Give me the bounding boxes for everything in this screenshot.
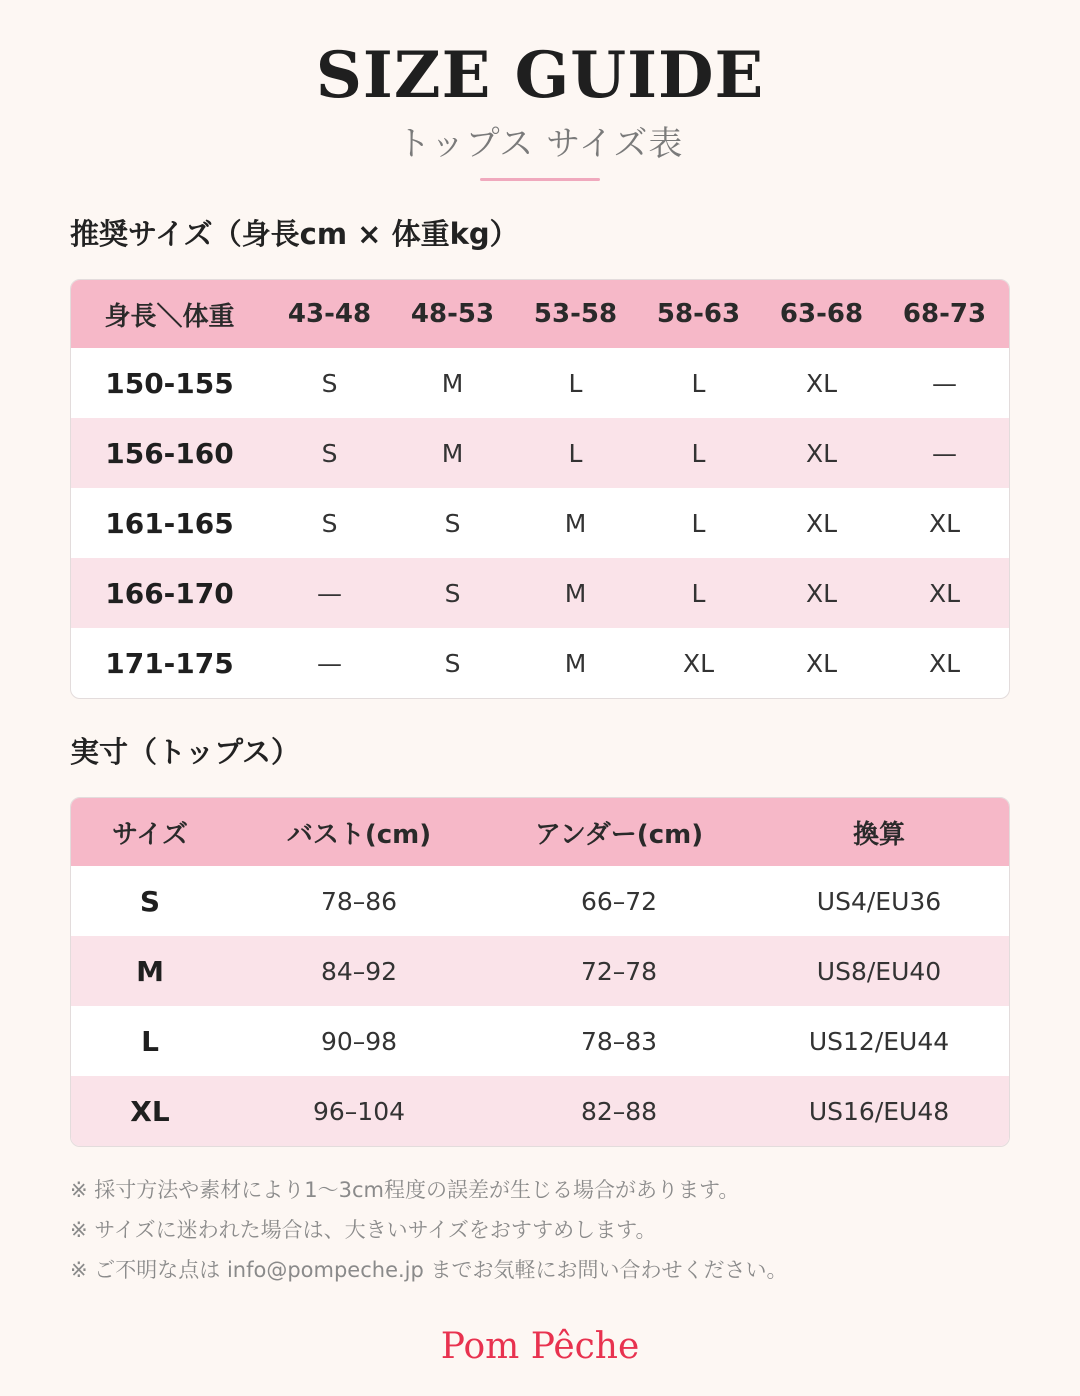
size-cell: L <box>691 438 706 468</box>
size-cell: L <box>568 368 583 398</box>
table-row <box>71 418 1009 488</box>
page-title: SIZE GUIDE <box>315 38 765 113</box>
bust-cell: 90–98 <box>320 1026 398 1056</box>
size-cell: — <box>317 648 342 678</box>
under-bust-cell: 72–78 <box>580 956 658 986</box>
table-row <box>71 936 1009 1006</box>
height-range-cell: 171-175 <box>105 646 234 680</box>
size-cell: M <box>441 438 464 468</box>
size-cell: — <box>932 438 957 468</box>
size-cell: L <box>568 438 583 468</box>
column-header: 58-63 <box>656 299 741 329</box>
note-size-advice: ※ サイズに迷われた場合は、大きいサイズをおすすめします。 <box>70 1218 657 1242</box>
size-label-cell: XL <box>130 1094 170 1128</box>
size-cell: XL <box>928 578 961 608</box>
size-cell: S <box>321 368 338 398</box>
table-header-row <box>71 798 1009 866</box>
page-subtitle: トップス サイズ表 <box>396 124 684 164</box>
measurements-table <box>70 797 1010 1147</box>
height-range-cell: 150-155 <box>105 366 234 400</box>
column-header: 53-58 <box>533 299 618 329</box>
table-row <box>71 488 1009 558</box>
table-row <box>71 1076 1009 1146</box>
under-bust-cell: 66–72 <box>580 886 658 916</box>
table-header-row <box>71 280 1009 348</box>
under-bust-cell: 82–88 <box>580 1096 658 1126</box>
size-cell: M <box>564 578 587 608</box>
bust-cell: 78–86 <box>320 886 398 916</box>
size-cell: L <box>691 578 706 608</box>
size-label-cell: M <box>136 954 164 988</box>
title-divider <box>480 178 600 181</box>
size-label-cell: S <box>139 884 161 918</box>
size-cell: S <box>444 508 461 538</box>
size-cell: S <box>444 578 461 608</box>
column-header: 身長＼体重 <box>104 301 235 332</box>
size-cell: XL <box>928 508 961 538</box>
column-header: 48-53 <box>410 299 495 329</box>
size-cell: XL <box>928 648 961 678</box>
under-bust-cell: 78–83 <box>580 1026 658 1056</box>
size-cell: — <box>932 368 957 398</box>
note-contact: ※ ご不明な点は info@pompeche.jp までお気軽にお問い合わせください。 <box>70 1258 788 1282</box>
size-cell: XL <box>805 648 838 678</box>
size-cell: XL <box>682 648 715 678</box>
table-row <box>71 866 1009 936</box>
column-header: 換算 <box>852 819 905 850</box>
conversion-cell: US16/EU48 <box>808 1096 950 1126</box>
recommended-size-table <box>70 279 1010 699</box>
recommended-heading: 推奨サイズ（身長cm × 体重kg） <box>70 217 519 251</box>
column-header: 43-48 <box>287 299 372 329</box>
size-cell: L <box>691 368 706 398</box>
table-row <box>71 1006 1009 1076</box>
size-cell: XL <box>805 438 838 468</box>
size-cell: XL <box>805 508 838 538</box>
size-cell: M <box>564 648 587 678</box>
table-row <box>71 348 1009 418</box>
size-cell: M <box>441 368 464 398</box>
size-label-cell: L <box>141 1024 159 1058</box>
bust-cell: 96–104 <box>312 1096 406 1126</box>
size-cell: — <box>317 578 342 608</box>
height-range-cell: 166-170 <box>105 576 234 610</box>
height-range-cell: 161-165 <box>105 506 234 540</box>
size-cell: L <box>691 508 706 538</box>
column-header: サイズ <box>112 819 188 850</box>
height-range-cell: 156-160 <box>105 436 234 470</box>
bust-cell: 84–92 <box>320 956 398 986</box>
brand-logo: Pom Pêche <box>440 1326 640 1367</box>
column-header: バスト(cm) <box>286 819 432 850</box>
column-header: 68-73 <box>902 299 987 329</box>
size-cell: M <box>564 508 587 538</box>
size-cell: XL <box>805 368 838 398</box>
conversion-cell: US12/EU44 <box>808 1026 950 1056</box>
notes <box>70 1170 1010 1290</box>
table-row <box>71 628 1009 698</box>
conversion-cell: US4/EU36 <box>816 886 942 916</box>
size-cell: XL <box>805 578 838 608</box>
conversion-cell: US8/EU40 <box>816 956 942 986</box>
note-measurement-tolerance: ※ 採寸方法や素材により1〜3cm程度の誤差が生じる場合があります。 <box>70 1178 740 1202</box>
column-header: アンダー(cm) <box>534 819 704 850</box>
size-cell: S <box>321 508 338 538</box>
measurements-heading: 実寸（トップス） <box>70 735 300 769</box>
size-cell: S <box>444 648 461 678</box>
column-header: 63-68 <box>779 299 864 329</box>
size-cell: S <box>321 438 338 468</box>
table-row <box>71 558 1009 628</box>
